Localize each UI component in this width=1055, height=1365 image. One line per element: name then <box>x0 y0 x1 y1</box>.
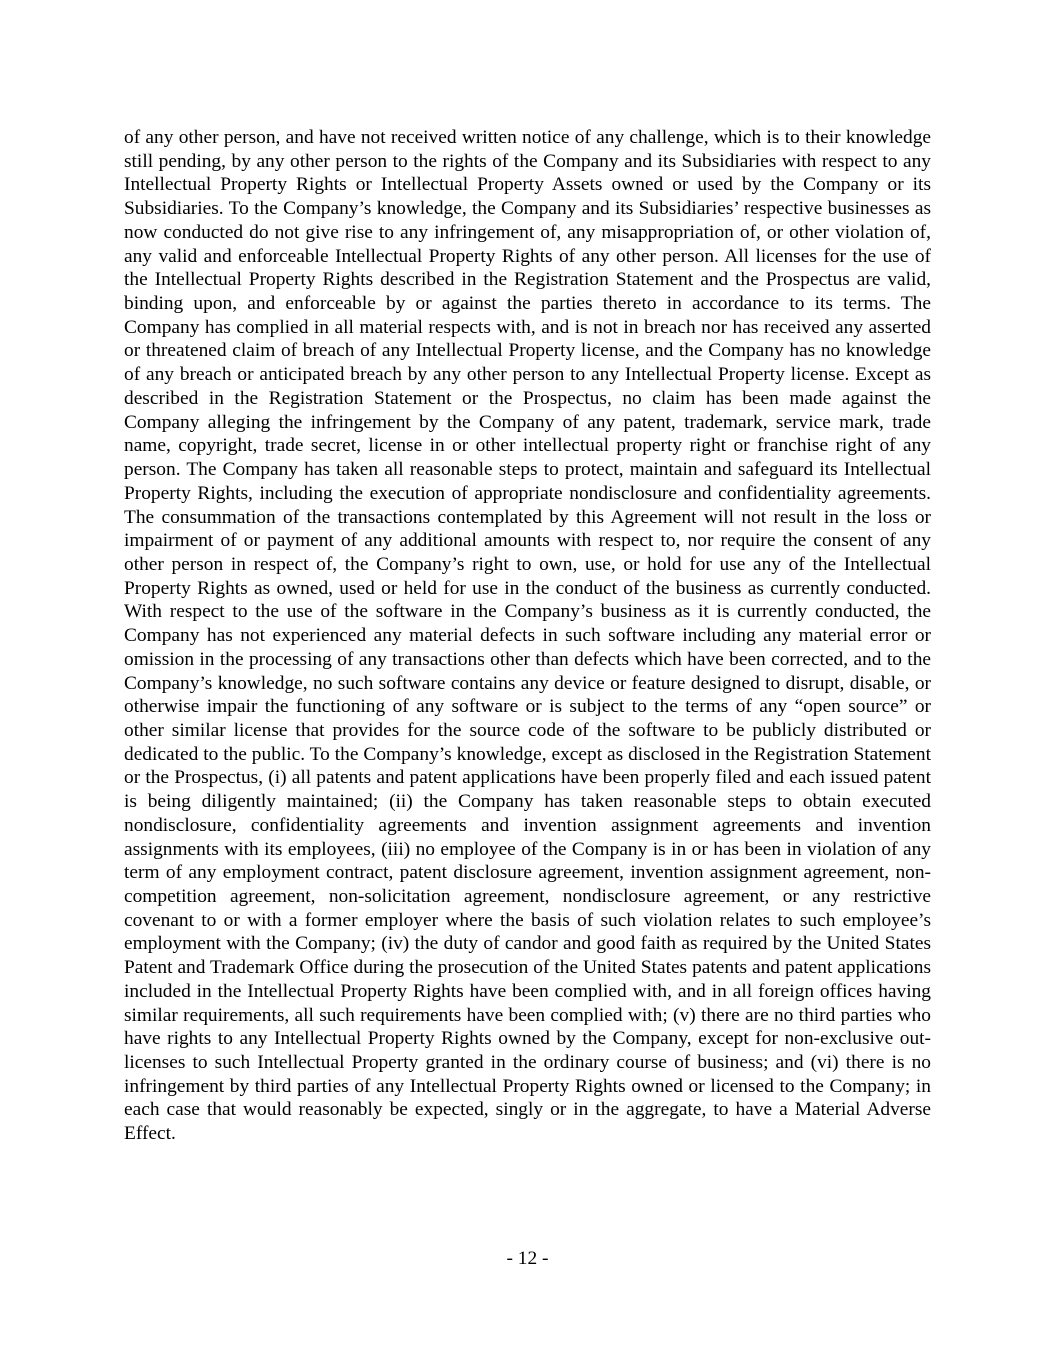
body-paragraph: of any other person, and have not received written notice of any challenge, which is to their knowledge still pending, by any other person to the rights of the Company and its Subsidiaries with respect to any Intellectual Property Rights or Intellectual Property Assets owned or used by the Company or its Subsidiaries. To the Company’s knowledge, the Company and its Subsidiaries’ respective businesses as now conducted do not give rise to any infringement of, any misappropriation of, or other violation of, any valid and enforceable Intellectual Property Rights of any other person. All licenses for the use of the Intellectual Property Rights described in the Registration Statement and the Prospectus are valid, binding upon, and enforceable by or against the parties thereto in accordance to its terms. The Company has complied in all material respects with, and is not in breach nor has received any asserted or threatened claim of breach of any Intellectual Property license, and the Company has no knowledge of any breach or anticipated breach by any other person to any Intellectual Property license. Except as described in the Registration Statement or the Prospectus, no claim has been made against the Company alleging the infringement by the Company of any patent, trademark, service mark, trade name, copyright, trade secret, license in or other intellectual property right or franchise right of any person. The Company has taken all reasonable steps to protect, maintain and safeguard its Intellectual Property Rights, including the execution of appropriate nondisclosure and confidentiality agreements. The consummation of the transactions contemplated by this Agreement will not result in the loss or impairment of or payment of any additional amounts with respect to, nor require the consent of any other person in respect of, the Company’s right to own, use, or hold for use any of the Intellectual Property Rights as owned, used or held for use in the conduct of the business as currently conducted. With respect to the use of the software in the Company’s business as it is currently conducted, the Company has not experienced any material defects in such software including any material error or omission in the processing of any transactions other than defects which have been corrected, and to the Company’s knowledge, no such software contains any device or feature designed to disrupt, disable, or otherwise impair the functioning of any software or is subject to the terms of any “open source” or other similar license that provides for the source code of the software to be publicly distributed or dedicated to the public. To the Company’s knowledge, except as disclosed in the Registration Statement or the Prospectus, (i) all patents and patent applications have been properly filed and each issued patent is being diligently maintained; (ii) the Company has taken reasonable steps to obtain executed nondisclosure, confidentiality agreements and invention assignment agreements and invention assignments with its employees, (iii) no employee of the Company is in or has been in violation of any term of any employment contract, patent disclosure agreement, invention assignment agreement, non-competition agreement, non-solicitation agreement, nondisclosure agreement, or any restrictive covenant to or with a former employer where the basis of such violation relates to such employee’s employment with the Company; (iv) the duty of candor and good faith as required by the United States Patent and Trademark Office during the prosecution of the United States patents and patent applications included in the Intellectual Property Rights have been complied with, and in all foreign offices having similar requirements, all such requirements have been complied with; (v) there are no third parties who have rights to any Intellectual Property Rights owned by the Company, except for non-exclusive out-licenses to such Intellectual Property granted in the ordinary course of business; and (vi) there is no infringement by third parties of any Intellectual Property Rights owned or licensed to the Company; in each case that would reasonably be expected, singly or in the aggregate, to have a Material Adverse Effect. <box>124 127 931 1145</box>
page-number: - 12 - <box>506 1248 549 1269</box>
